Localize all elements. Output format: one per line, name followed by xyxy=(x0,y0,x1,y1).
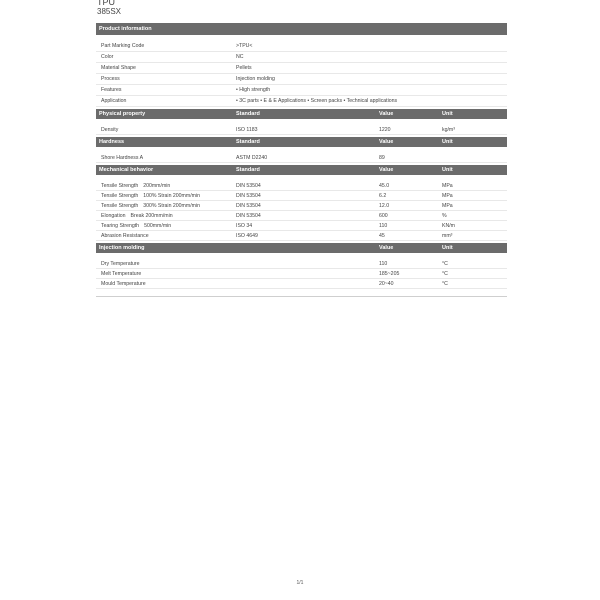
table-row xyxy=(96,259,507,269)
section-header-product-information xyxy=(96,23,507,35)
value-cell: 89 xyxy=(379,154,385,161)
table-row xyxy=(96,74,507,85)
property-name: Tearing Strength xyxy=(101,222,140,229)
column-header-unit: Unit xyxy=(442,245,453,251)
column-header-property: Injection molding xyxy=(99,245,145,251)
datasheet-table xyxy=(96,23,507,297)
property-cell xyxy=(96,183,236,189)
column-header-value: Value xyxy=(379,139,394,145)
standard-cell: ASTM D2240 xyxy=(236,154,268,161)
material-name: TPU xyxy=(97,0,115,7)
standard-cell: DIN 53504 xyxy=(236,202,261,209)
column-header-standard: Standard xyxy=(236,111,260,117)
grade-name: 385SX xyxy=(97,7,122,16)
test-condition: 200mm/min xyxy=(143,182,171,189)
standard-cell: DIN 53504 xyxy=(236,212,261,219)
value-cell: 185~205 xyxy=(379,270,400,277)
standard-cell: DIN 53504 xyxy=(236,192,261,199)
property-cell xyxy=(96,193,236,199)
row-value: Injection molding xyxy=(236,76,275,82)
standard-cell: ISO 34 xyxy=(236,222,253,229)
property-cell xyxy=(96,223,236,229)
unit-cell: kg/m³ xyxy=(442,126,455,133)
page-number: 1/1 xyxy=(296,580,304,586)
table-row xyxy=(96,153,507,163)
property-name: Tensile Strength xyxy=(101,182,139,189)
column-header-unit: Unit xyxy=(442,111,453,117)
table-row xyxy=(96,201,507,211)
property-name: Tensile Strength xyxy=(101,202,139,209)
column-header-value: Value xyxy=(379,111,394,117)
value-cell: 12.0 xyxy=(379,202,390,209)
unit-cell: °C xyxy=(442,280,448,287)
property-name: Tensile Strength xyxy=(101,192,139,199)
column-header-value: Value xyxy=(379,167,394,173)
property-cell: Melt Temperature xyxy=(101,270,142,277)
value-cell: 1220 xyxy=(379,126,391,133)
unit-cell: °C xyxy=(442,270,448,277)
test-condition: 100% Strain 200mm/min xyxy=(143,192,201,199)
table-row xyxy=(96,85,507,96)
row-label: Features xyxy=(101,87,122,93)
property-cell: Density xyxy=(101,126,119,133)
standard-cell: ISO 1183 xyxy=(236,126,258,133)
row-label: Process xyxy=(101,76,120,82)
section-header-mechanical-behavior xyxy=(96,165,507,175)
row-label: Color xyxy=(101,54,114,60)
property-cell: Dry Temperature xyxy=(101,260,140,267)
value-cell: 6.2 xyxy=(379,192,387,199)
value-cell: 45.0 xyxy=(379,182,390,189)
property-cell: Shore Hardness A xyxy=(101,154,144,161)
property-cell xyxy=(96,203,236,209)
unit-cell: MPa xyxy=(442,202,453,209)
property-cell xyxy=(96,213,236,219)
value-cell: 600 xyxy=(379,212,388,219)
table-row xyxy=(96,279,507,289)
value-cell: 110 xyxy=(379,222,388,229)
row-value: • High strength xyxy=(236,87,271,93)
table-row xyxy=(96,52,507,63)
unit-cell: MPa xyxy=(442,192,453,199)
row-label: Application xyxy=(101,98,127,104)
unit-cell: °C xyxy=(442,260,448,267)
section-header-hardness xyxy=(96,137,507,147)
column-header-property: Mechanical behavior xyxy=(99,167,154,173)
standard-cell: DIN 53504 xyxy=(236,182,261,189)
standard-cell: ISO 4649 xyxy=(236,232,258,239)
section-header-injection-molding xyxy=(96,243,507,253)
test-condition: 500mm/min xyxy=(144,222,172,229)
property-cell: Mould Temperature xyxy=(101,280,146,287)
test-condition: Break 200mm/min xyxy=(130,212,173,219)
column-header-property: Physical property xyxy=(99,111,146,117)
test-condition: 300% Strain 200mm/min xyxy=(143,202,201,209)
row-value: • 3C parts • E & E Applications • Screen packs • Technical applications xyxy=(236,98,398,104)
column-header-unit: Unit xyxy=(442,167,453,173)
unit-cell: mm³ xyxy=(442,232,453,239)
column-header-value: Value xyxy=(379,245,394,251)
value-cell: 20~40 xyxy=(379,280,394,287)
row-label: Material Shape xyxy=(101,65,136,71)
table-row xyxy=(96,41,507,52)
column-header-unit: Unit xyxy=(442,139,453,145)
value-cell: 110 xyxy=(379,260,388,267)
column-header-standard: Standard xyxy=(236,167,260,173)
section-title: Product information xyxy=(99,26,152,32)
value-cell: 45 xyxy=(379,232,385,239)
table-row xyxy=(96,63,507,74)
unit-cell: % xyxy=(442,212,447,219)
property-name: Abrasion Resistance xyxy=(101,232,149,239)
table-row xyxy=(96,96,507,107)
table-end-rule xyxy=(96,289,507,297)
table-row xyxy=(96,125,507,135)
table-row xyxy=(96,191,507,201)
section-header-physical-property xyxy=(96,109,507,119)
row-label: Part Marking Code xyxy=(101,43,145,49)
document-header xyxy=(97,0,121,16)
table-row xyxy=(96,181,507,191)
property-name: Elongation xyxy=(101,212,126,219)
row-value: >TPU< xyxy=(236,43,253,49)
property-cell xyxy=(96,233,236,239)
column-header-standard: Standard xyxy=(236,139,260,145)
unit-cell: KN/m xyxy=(442,222,455,229)
table-row xyxy=(96,269,507,279)
column-header-property: Hardness xyxy=(99,139,125,145)
table-row xyxy=(96,211,507,221)
table-row xyxy=(96,231,507,241)
table-row xyxy=(96,221,507,231)
unit-cell: MPa xyxy=(442,182,453,189)
row-value: NC xyxy=(236,54,244,60)
row-value: Pellets xyxy=(236,65,252,71)
